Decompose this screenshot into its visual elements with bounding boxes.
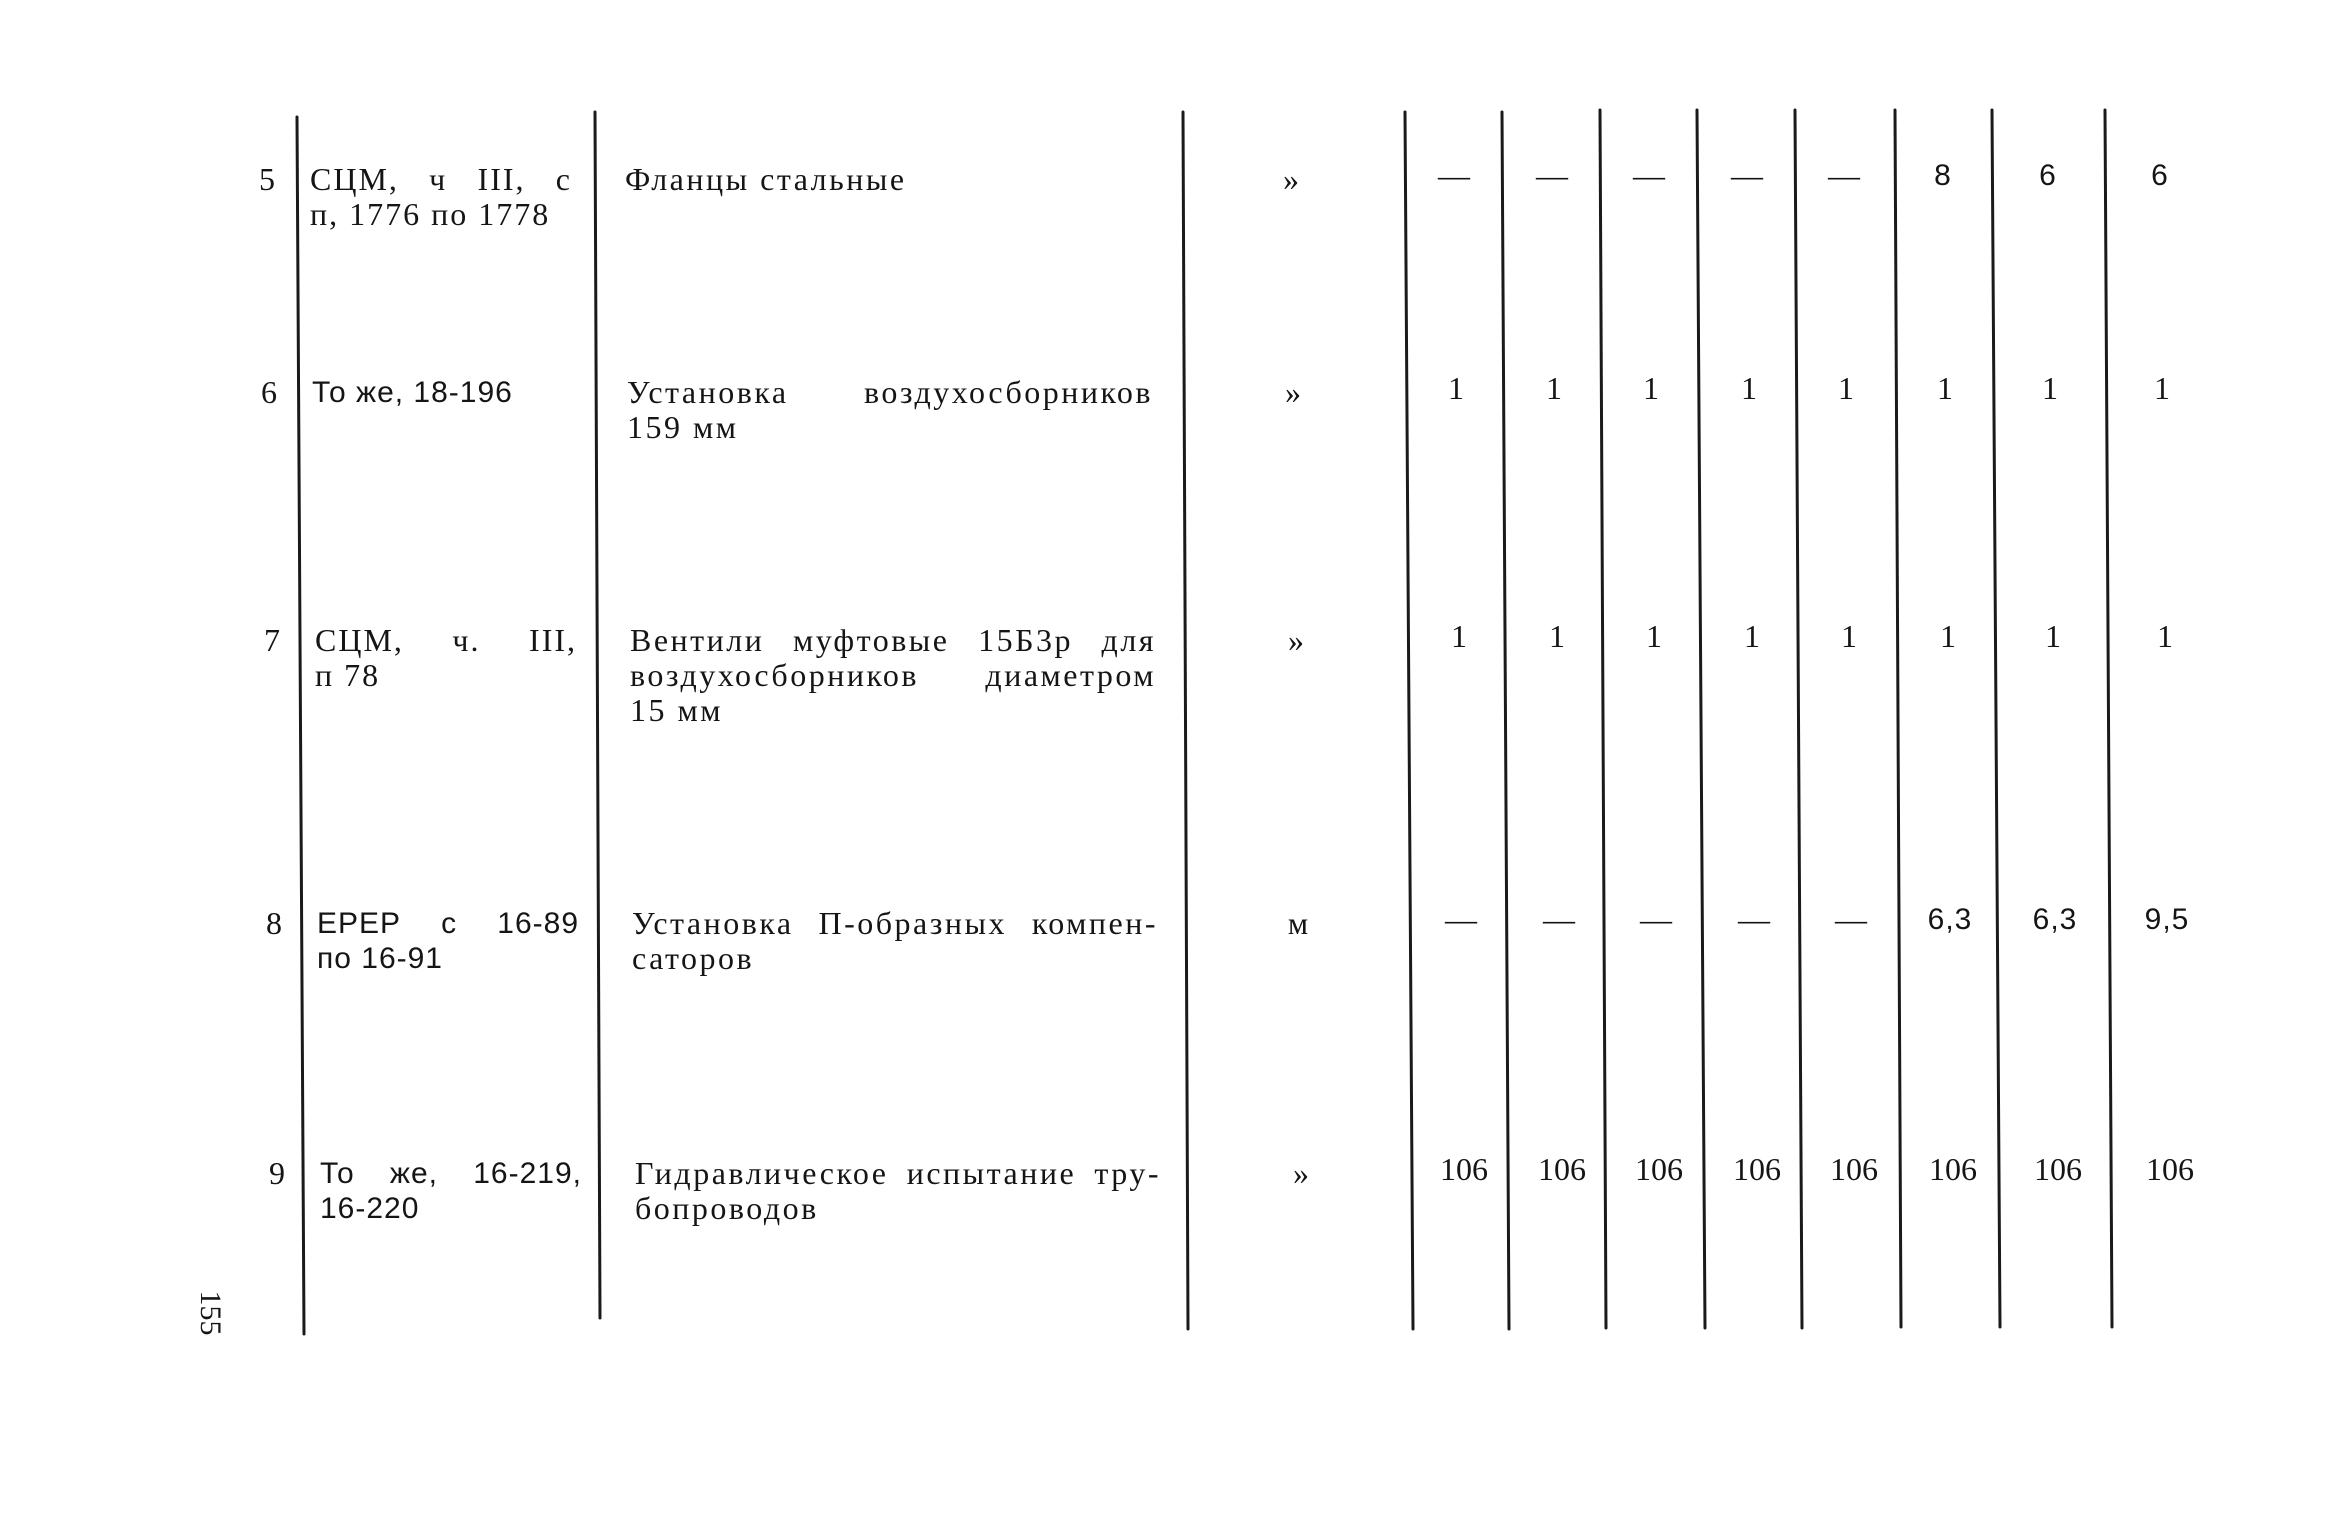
- value-cell: 1: [2157, 618, 2173, 654]
- table-row: [0, 157, 2340, 282]
- value-cell: —: [1445, 901, 1477, 937]
- value-cell: 106: [2034, 1151, 2082, 1187]
- value-cell: 6,3: [2032, 903, 2078, 936]
- value-cell: —: [1536, 157, 1568, 193]
- description-line: Вентили муфтовые 15Б3р для: [630, 622, 1156, 658]
- description-line: Фланцы стальные: [625, 161, 907, 197]
- unit: »: [1285, 374, 1301, 410]
- unit: м: [1287, 905, 1309, 941]
- source-line: СЦМ, ч III, с: [310, 161, 572, 197]
- value-cell: —: [1828, 157, 1860, 193]
- unit: »: [1283, 161, 1299, 197]
- unit: »: [1288, 622, 1304, 658]
- source-line: п, 1776 по 1778: [310, 196, 551, 232]
- row-number: 6: [261, 374, 277, 410]
- value-cell: 6: [2151, 159, 2169, 192]
- value-cell: 106: [1733, 1151, 1781, 1187]
- table-row: [7, 901, 2340, 1026]
- description-line: Гидравлическое испытание тру-: [635, 1155, 1161, 1191]
- value-cell: 9,5: [2144, 903, 2190, 936]
- value-cell: 6: [2039, 159, 2057, 192]
- source-reference: [315, 623, 577, 693]
- row-number: 9: [269, 1155, 285, 1191]
- work-description: [635, 1156, 1161, 1226]
- value-cell: 1: [2045, 618, 2061, 654]
- description-line: Установка воздухосборников: [627, 374, 1153, 410]
- description-line: бопроводов: [635, 1190, 819, 1226]
- value-cell: 1: [1643, 370, 1659, 406]
- source-reference: [320, 1156, 582, 1226]
- value-cell: 1: [1937, 370, 1953, 406]
- source-line: по 16-91: [317, 942, 443, 975]
- source-line: п 78: [315, 657, 381, 693]
- value-cell: 1: [2154, 370, 2170, 406]
- source-line: То же, 16-219,: [320, 1157, 582, 1190]
- table-row: [5, 618, 2340, 743]
- page-number: 155: [194, 1290, 227, 1336]
- value-cell: 1: [1448, 370, 1464, 406]
- value-cell: —: [1640, 901, 1672, 937]
- value-cell: 106: [1929, 1151, 1977, 1187]
- value-cell: 1: [1744, 618, 1760, 654]
- value-cell: 106: [1440, 1151, 1488, 1187]
- value-cell: —: [1633, 157, 1665, 193]
- description-line: саторов: [632, 940, 755, 976]
- row-number: 8: [266, 905, 282, 941]
- description-line: 15 мм: [630, 692, 723, 728]
- value-cell: 106: [2146, 1151, 2194, 1187]
- source-reference: [317, 906, 579, 976]
- source-line: СЦМ, ч. III,: [315, 622, 577, 658]
- description-line: воздухосборников диаметром: [630, 657, 1156, 693]
- description-line: 159 мм: [627, 409, 739, 445]
- source-line: ЕРЕР с 16-89: [317, 907, 579, 940]
- value-cell: 1: [1546, 370, 1562, 406]
- value-cell: 1: [2042, 370, 2058, 406]
- value-cell: 106: [1830, 1151, 1878, 1187]
- value-cell: —: [1835, 901, 1867, 937]
- description-line: Установка П-образных компен-: [632, 905, 1158, 941]
- row-number: 5: [259, 161, 275, 197]
- value-cell: 6,3: [1927, 903, 1973, 936]
- value-cell: 106: [1635, 1151, 1683, 1187]
- value-cell: 8: [1934, 159, 1952, 192]
- unit: »: [1293, 1155, 1309, 1191]
- value-cell: —: [1543, 901, 1575, 937]
- value-cell: 1: [1549, 618, 1565, 654]
- value-cell: —: [1731, 157, 1763, 193]
- value-cell: 1: [1838, 370, 1854, 406]
- value-cell: 106: [1538, 1151, 1586, 1187]
- work-description: [632, 906, 1158, 976]
- value-cell: 1: [1841, 618, 1857, 654]
- value-cell: —: [1438, 157, 1470, 193]
- value-cell: 1: [1741, 370, 1757, 406]
- work-description: [627, 375, 1153, 445]
- value-cell: 1: [1451, 618, 1467, 654]
- row-number: 7: [264, 622, 280, 658]
- value-cell: —: [1738, 901, 1770, 937]
- table-row: [10, 1151, 2340, 1276]
- work-description: [630, 623, 1156, 728]
- work-description: [625, 162, 1151, 197]
- value-cell: 1: [1646, 618, 1662, 654]
- source-line: То же, 18-196: [312, 376, 513, 409]
- table-row: [2, 370, 2340, 495]
- source-line: 16-220: [320, 1192, 420, 1225]
- source-reference: [310, 162, 572, 232]
- value-cell: 1: [1940, 618, 1956, 654]
- source-reference: [312, 375, 574, 410]
